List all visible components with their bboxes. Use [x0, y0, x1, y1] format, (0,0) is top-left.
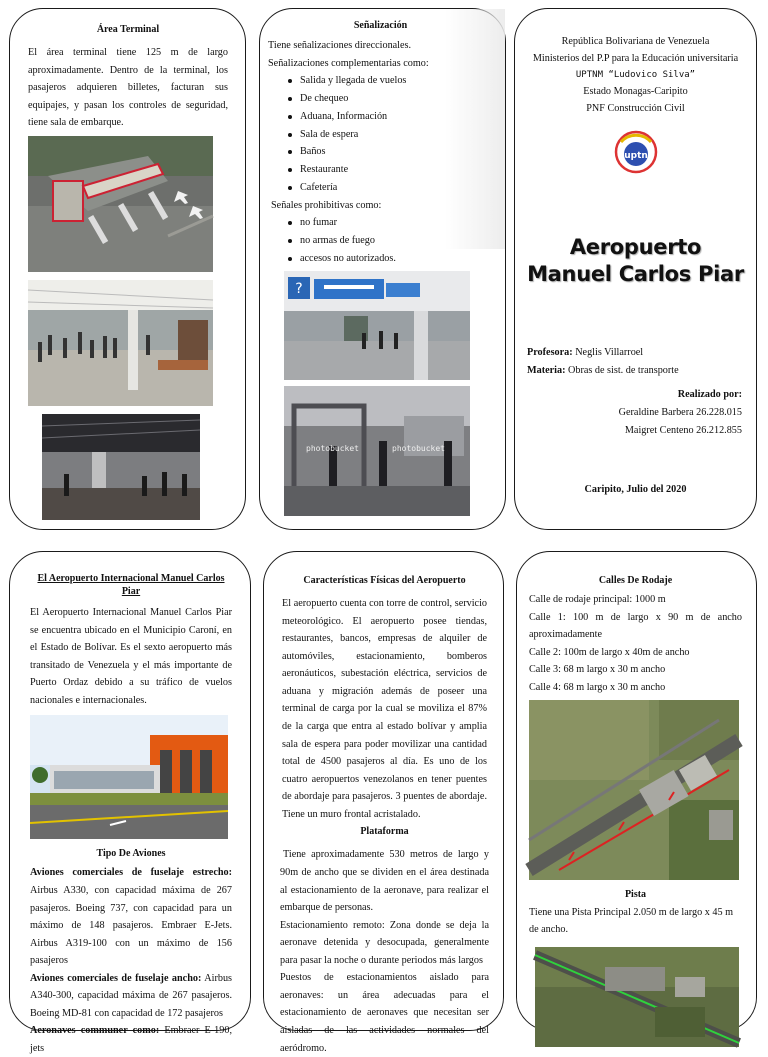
panel-calles-rodaje: [516, 551, 757, 1031]
program-line: PNF Construcción Civil: [586, 103, 685, 115]
place-date: Caripito, Julio del 2020: [584, 484, 687, 496]
svg-text:uptn: uptn: [623, 150, 648, 161]
caracteristicas-text: El aeropuerto cuenta con torre de control, servicio meteorológico. El aeropuerto posee tiendas, restaurantes, bancos, empresas de alquiler de automóviles, estacionamiento, bomberos aeronáuticos, subestación eléctrica, servicios de aduana y migración además de poseer una terminal de carga por la cual se moviliza el 87% de la carga que entra al estado bolívar y amplia sala de espera para poder movilizar una cantidad total de 4500 pasajeros al día. Es uno de los cuatro aeropuertos venezolanos en tener puentes de abordaje para pasajeros. 3 puentes de abordaje. Tiene un muro frontal acristalado.: [282, 598, 487, 820]
terminal-hall-photo: [42, 414, 200, 520]
cover-title: Aeropuerto Manuel Carlos Piar: [527, 234, 744, 286]
airport-exterior-photo: [30, 715, 228, 839]
list-item: no armas de fuego: [288, 232, 493, 250]
list-item: De chequeo: [288, 90, 493, 108]
pista-text: Tiene una Pista Principal 2.050 m de largo x 45 m de ancho.: [529, 906, 734, 936]
terminal-interior-photo: [28, 280, 213, 406]
profesora-line: [527, 344, 744, 362]
plataforma-text: Tiene aproximadamente 530 metros de largo y 90m de ancho que se dividen en el área destinada al estacionamiento de la aeronave, para realizar el embarque de personas.: [280, 849, 489, 914]
security-checkpoint-photo: [284, 386, 470, 516]
realizado-label: Realizado por:: [677, 388, 742, 400]
narrow-body-text: [30, 864, 232, 969]
taxiway-line: Calle 2: 100m de largo x 40m de ancho: [529, 646, 690, 658]
calles-heading: Calles De Rodaje: [598, 575, 673, 586]
svg-text:?: ?: [295, 281, 303, 298]
complementary-list: [268, 72, 493, 196]
senalizacion-heading: Señalización: [353, 20, 408, 31]
ministry-line: Ministerios del P.P para la Educación universitaria: [532, 53, 739, 65]
list-item: Baños: [288, 143, 493, 161]
list-item: accesos no autorizados.: [288, 250, 493, 268]
taxiway-satellite-photo: [529, 700, 739, 880]
aviones-heading: Tipo De Aviones: [96, 848, 166, 860]
republic-line: República Bolivariana de Venezuela: [561, 36, 710, 47]
panel-cover: [514, 8, 757, 530]
credits-block: [527, 344, 744, 439]
taxiway-list: [529, 591, 742, 696]
list-item: Restaurante: [288, 161, 493, 179]
aeropuerto-text: El Aeropuerto Internacional Manuel Carlos Piar se encuentra ubicado en el Municipio Caroní, en el Estado de Bolívar. Es el sexto aeropuerto más transitado de Venezuela y el más importante de Puerto Ordaz debido a su tráfico de vuelos nacionales e internacionales.: [30, 607, 232, 706]
area-terminal-text: El área terminal tiene 125 m de largo aproximadamente. Dentro de la terminal, los pasajeros adquieren billetes, facturan sus equipajes, y pasan los controles de seguridad, tiene sala de embarque.: [28, 47, 228, 129]
narrow-body-label: Aviones comerciales de fuselaje estrecho:: [30, 867, 232, 879]
profesora-name: Neglis Villarroel: [575, 347, 644, 359]
panel-caracteristicas: [263, 551, 504, 1054]
list-item: Sala de espera: [288, 126, 493, 144]
wide-body-text: [30, 970, 232, 1023]
panel-area-terminal: [9, 8, 246, 530]
photobucket-watermark: photobucket: [392, 444, 445, 454]
materia-name: Obras de sist. de transporte: [568, 365, 679, 377]
photobucket-watermark: photobucket: [306, 444, 359, 454]
remote-parking-text: Estacionamiento remoto: Zona donde se deja la aeronave detenida y desocupada, generalmente para pasar la noche o durante periodos más largos: [280, 919, 489, 966]
author-1: Geraldine Barbera 26.228.015: [618, 406, 742, 418]
senalizacion-intro: Tiene señalizaciones direccionales.: [268, 40, 412, 52]
materia-line: [527, 362, 744, 380]
state-line: Estado Monagas-Caripito: [583, 85, 688, 97]
runway-satellite-photo: [535, 947, 739, 1047]
narrow-body-description: Airbus A330, con capacidad máxima de 267 pasajeros. Boeing 737, con capacidad para un máximo de 148 pasajeros. Embraer E-Jets. Airbus A319-100 con un máximo de 156 pasajeros: [30, 885, 232, 967]
taxiway-line: Calle de rodaje principal: 1000 m: [529, 594, 666, 606]
prohibitive-label: Señales prohibitivas como:: [271, 199, 382, 211]
caracteristicas-heading: Características Físicas del Aeropuerto: [303, 575, 466, 586]
isolated-parking-text: Puestos de estacionamientos aislado para aeronaves: un área adecuadas para el estacionamiento de aeronaves que necesitan ser aisladas de las actividades normales del aeródromo.: [280, 972, 489, 1054]
wide-body-description: Airbus A340-300, capacidad máxima de 267 pasajeros. Boeing MD-81 con capacidad de 172 pasajeros: [30, 972, 233, 1019]
profesora-label: Profesora:: [527, 347, 573, 359]
institution-header: [527, 33, 744, 118]
list-item: Salida y llegada de vuelos: [288, 72, 493, 90]
prohibitive-list: [268, 214, 493, 267]
university-line: UPTNM “Ludovico Silva”: [575, 69, 696, 80]
commuter-label: Aeronaves communer como:: [30, 1025, 160, 1037]
commuter-text: [30, 1022, 232, 1057]
materia-label: Materia:: [527, 365, 566, 377]
commuter-description: Embraer E-190, jets: [30, 1025, 233, 1054]
list-item: Cafetería: [288, 179, 493, 197]
pista-heading: Pista: [624, 889, 647, 901]
signage-photo: [284, 271, 470, 380]
panel-aeropuerto: [9, 551, 251, 1054]
university-logo: [611, 128, 661, 174]
plataforma-heading: Plataforma: [360, 826, 409, 838]
taxiway-line: Calle 4: 68 m largo x 30 m ancho: [529, 681, 666, 693]
panel-senalizacion: [259, 8, 506, 530]
taxiway-line: Calle 3: 68 m largo x 30 m ancho: [529, 664, 666, 676]
list-item: no fumar: [288, 214, 493, 232]
aeropuerto-heading: El Aeropuerto Internacional Manuel Carlos Piar: [37, 573, 225, 597]
terminal-aerial-photo: [28, 136, 213, 272]
taxiway-line: Calle 1: 100 m de largo x 90 m de ancho aproximadamente: [529, 611, 742, 641]
author-2: Maigret Centeno 26.212.855: [624, 424, 742, 436]
list-item: Aduana, Información: [288, 108, 493, 126]
area-terminal-heading: Área Terminal: [96, 24, 160, 35]
complementary-label: Señalizaciones complementarias como:: [268, 57, 429, 69]
authors-block: [527, 386, 744, 440]
wide-body-label: Aviones comerciales de fuselaje ancho:: [30, 972, 202, 984]
